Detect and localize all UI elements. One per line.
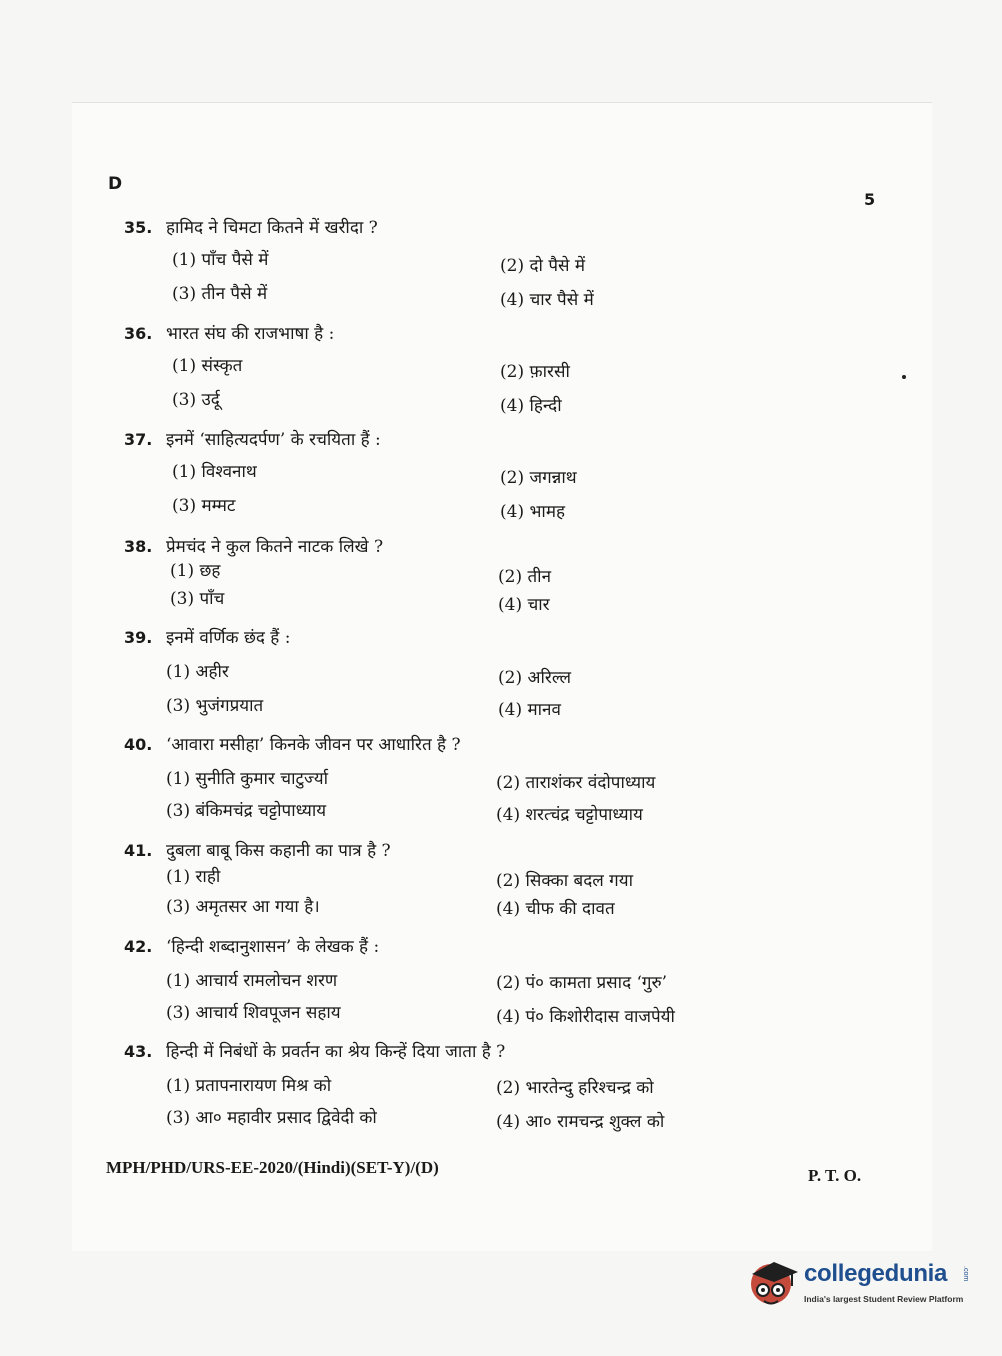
option-3: (3) आ० महावीर प्रसाद द्विवेदी को: [166, 1108, 377, 1128]
page-number: 5: [864, 190, 876, 209]
question-text: दुबला बाबू किस कहानी का पात्र है ?: [166, 841, 391, 861]
option-4: (4) हिन्दी: [500, 396, 562, 416]
question-number: 38.: [124, 537, 153, 556]
question-text: भारत संघ की राजभाषा है :: [166, 324, 335, 344]
question-number: 39.: [124, 628, 153, 647]
stray-dot: [902, 375, 906, 379]
question-text: ‘आवारा मसीहा’ किनके जीवन पर आधारित है ?: [166, 735, 461, 755]
question-text: प्रेमचंद ने कुल कितने नाटक लिखे ?: [166, 537, 384, 557]
option-4: (4) शरत्चंद्र चट्टोपाध्याय: [496, 805, 643, 825]
pto-label: P. T. O.: [808, 1166, 862, 1185]
brand-tagline: India's largest Student Review Platform: [804, 1294, 964, 1304]
question-number: 41.: [124, 841, 153, 860]
collegedunia-watermark: [744, 1248, 974, 1314]
option-3: (3) अमृतसर आ गया है।: [166, 897, 320, 917]
question-number: 35.: [124, 218, 153, 237]
question-36: [124, 322, 764, 418]
paper-code: MPH/PHD/URS-EE-2020/(Hindi)(SET-Y)/(D): [106, 1158, 439, 1177]
option-1: (1) छह: [170, 561, 221, 581]
option-1: (1) आचार्य रामलोचन शरण: [166, 971, 338, 991]
option-1: (1) सुनीति कुमार चाटुर्ज्या: [166, 769, 329, 789]
question-number: 43.: [124, 1042, 153, 1061]
option-4: (4) चार पैसे में: [500, 290, 594, 310]
question-number: 42.: [124, 937, 153, 956]
option-2: (2) ताराशंकर वंदोपाध्याय: [496, 773, 656, 793]
set-letter: D: [108, 174, 123, 194]
option-3: (3) आचार्य शिवपूजन सहाय: [166, 1003, 341, 1023]
mascot-icon: [744, 1252, 802, 1310]
option-2: (2) तीन: [498, 567, 552, 587]
question-number: 36.: [124, 324, 153, 343]
question-text: हामिद ने चिमटा कितने में खरीदा ?: [166, 218, 378, 238]
option-1: (1) अहीर: [166, 662, 229, 682]
question-35: [124, 216, 764, 312]
option-4: (4) चार: [498, 595, 550, 615]
option-1: (1) संस्कृत: [172, 356, 243, 376]
option-3: (3) भुजंगप्रयात: [166, 696, 264, 716]
option-2: (2) अरिल्ल: [498, 668, 572, 688]
option-2: (2) सिक्का बदल गया: [496, 871, 634, 891]
question-40: [124, 733, 764, 829]
option-3: (3) पाँच: [170, 589, 225, 609]
question-number: 40.: [124, 735, 153, 754]
option-3: (3) तीन पैसे में: [172, 284, 268, 304]
option-1: (1) पाँच पैसे में: [172, 250, 269, 270]
question-37: [124, 428, 764, 524]
question-number: 37.: [124, 430, 153, 449]
question-text: इनमें वर्णिक छंद हैं :: [166, 628, 291, 648]
brand-name: collegedunia: [804, 1260, 948, 1287]
question-text: ‘हिन्दी शब्दानुशासन’ के लेखक हैं :: [166, 937, 380, 957]
question-42: [124, 935, 764, 1031]
option-1: (1) विश्वनाथ: [172, 462, 257, 482]
option-2: (2) जगन्नाथ: [500, 468, 577, 488]
option-3: (3) मम्मट: [172, 496, 236, 516]
option-3: (3) उर्दू: [172, 390, 220, 410]
option-4: (4) चीफ की दावत: [496, 899, 615, 919]
option-2: (2) दो पैसे में: [500, 256, 586, 276]
option-1: (1) प्रतापनारायण मिश्र को: [166, 1076, 332, 1096]
question-41: [124, 839, 764, 925]
option-1: (1) राही: [166, 867, 221, 887]
question-43: [124, 1040, 764, 1136]
option-4: (4) आ० रामचन्द्र शुक्ल को: [496, 1112, 665, 1132]
option-4: (4) मानव: [498, 700, 561, 720]
option-2: (2) भारतेन्दु हरिश्चन्द्र को: [496, 1078, 654, 1098]
option-4: (4) पं० किशोरीदास वाजपेयी: [496, 1007, 675, 1027]
question-text: इनमें ‘साहित्यदर्पण’ के रचयिता हैं :: [166, 430, 381, 450]
option-2: (2) फ़ारसी: [500, 362, 570, 382]
option-2: (2) पं० कामता प्रसाद ‘गुरु’: [496, 973, 668, 993]
question-38: [124, 535, 764, 621]
brand-domain: .com: [962, 1266, 969, 1282]
option-4: (4) भामह: [500, 502, 566, 522]
option-3: (3) बंकिमचंद्र चट्टोपाध्याय: [166, 801, 327, 821]
question-39: [124, 626, 764, 722]
question-text: हिन्दी में निबंधों के प्रवर्तन का श्रेय किन्हें दिया जाता है ?: [166, 1042, 506, 1062]
